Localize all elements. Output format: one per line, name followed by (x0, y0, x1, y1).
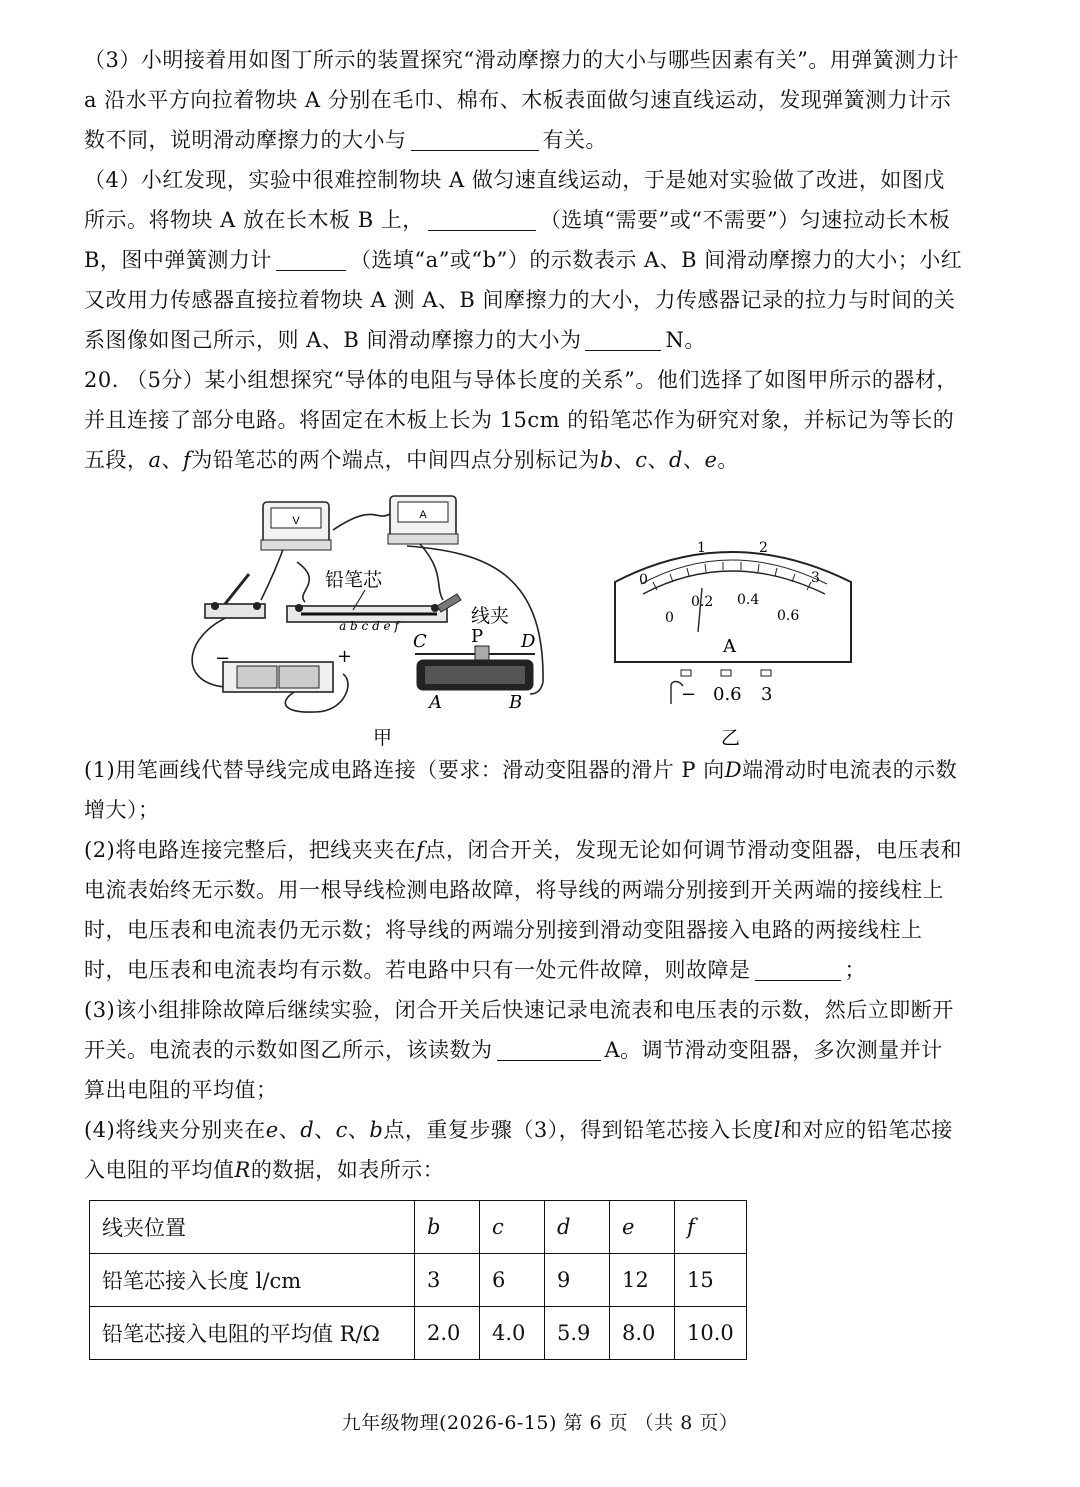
sub2-text3: ； (844, 958, 866, 982)
table-cell: c (480, 1201, 545, 1254)
page-footer: 九年级物理(2026-6-15) 第 6 页 （共 8 页） (341, 1412, 739, 1434)
rheostat-slider[interactable] (475, 646, 489, 660)
q20-intro (84, 360, 964, 480)
label-D: D (521, 631, 536, 652)
sub4-text2: 点，重复步骤（3），得到铅笔芯接入长度 (383, 1118, 774, 1142)
switch (205, 574, 265, 618)
caption-yi: 乙 (721, 727, 741, 749)
sep: 、 (314, 1118, 336, 1142)
answer-blank-current[interactable] (497, 1036, 601, 1061)
ammeter-dial (615, 540, 851, 705)
label-B: B (509, 692, 523, 713)
dial-bottom-3: 0.6 (777, 608, 800, 624)
dial-top-1: 1 (697, 540, 706, 556)
table-cell: 6 (480, 1254, 545, 1307)
lead-label: 铅笔芯 (325, 569, 383, 591)
table-cell: 10.0 (675, 1307, 747, 1360)
point-c: c (635, 448, 648, 472)
sep: 、 (161, 448, 184, 472)
var-l: l (773, 1118, 781, 1142)
sub2-text1: (2)将电路连接完整后，把线夹夹在 (84, 838, 417, 862)
wire-voltmeter-ammeter (333, 514, 390, 530)
sep: 、 (278, 1118, 301, 1142)
pencil-lead-board (287, 569, 509, 633)
circuit-figure (175, 482, 875, 750)
point-e-sub4: e (265, 1118, 279, 1142)
dial-bottom-2: 0.4 (737, 592, 760, 608)
dial-bottom-0: 0 (665, 610, 674, 626)
q20-sub4 (84, 1110, 964, 1190)
table-cell: 8.0 (610, 1307, 675, 1360)
terminal-3-post (761, 670, 771, 676)
q19-part3 (84, 40, 964, 160)
sub4-text4: 的数据，如表所示： (250, 1158, 445, 1182)
label-A: A (429, 692, 442, 713)
terminal-06: 0.6 (713, 684, 742, 705)
var-R: R (234, 1158, 251, 1182)
q19-part4-text3: （选填“a”或“b”）的示数表示 A、B 间滑动摩擦力的大小；小红又改用力传感器直接拉着物块 A 测 A、B 间摩擦力的大小，力传感器记录的拉力与时间的关系图像如图己所示，则 A、B 间滑动摩擦力的大小为 (84, 248, 963, 352)
caption-jia: 甲 (373, 727, 393, 749)
table-row (90, 1254, 747, 1307)
table-cell: 15 (675, 1254, 747, 1307)
sub2-text2: 点，闭合开关，发现无论如何调节滑动变阻器，电压表和电流表始终无示数。用一根导线检测电路故障，将导线的两端分别接到开关两端的接线柱上时，电压表和电流表仍无示数；将导线的两端分别接到滑动变阻器接入电路的两接线柱上时，电压表和电流表均有示数。若电路中只有一处元件故障，则故障是 (84, 838, 963, 982)
sep: 、 (613, 448, 636, 472)
label-C: C (413, 631, 427, 652)
dial-top-2: 2 (759, 540, 768, 556)
table-cell: d (545, 1201, 610, 1254)
terminal-minus: − (681, 684, 697, 705)
table-cell: 5.9 (545, 1307, 610, 1360)
dial-bottom-1: 0.2 (691, 594, 714, 610)
point-b: b (599, 448, 614, 472)
point-d: d (669, 448, 683, 472)
q19-part3-text: （3）小明接着用如图丁所示的装置探究“滑动摩擦力的大小与哪些因素有关”。用弹簧测力计 a 沿水平方向拉着物块 A 分别在毛巾、棉布、木板表面做匀速直线运动，发现弹簧测力计示数不同，说明滑动摩擦力的大小与 (84, 48, 959, 152)
q19-part4-text2: （选填“需要”或“不需要”）匀速拉动长木板 B，图中弹簧测力计 (84, 208, 951, 272)
point-e: e (704, 448, 718, 472)
wire-voltmeter-lead (297, 562, 309, 602)
wire-voltmeter-switch (261, 544, 285, 600)
sep: 、 (682, 448, 705, 472)
terminal-3: 3 (761, 684, 773, 705)
wire-ammeter-clip (420, 544, 443, 600)
dial-top-0: 0 (639, 572, 648, 588)
sub3-text2: A。调节滑动变阻器，多次测量并计算出电阻的平均值； (84, 1038, 943, 1102)
voltmeter (261, 502, 331, 550)
point-f-sub2: f (416, 838, 425, 862)
sep: 、 (647, 448, 670, 472)
table-cell: b (415, 1201, 480, 1254)
table-cell: f (675, 1201, 747, 1254)
sep: 、 (347, 1118, 370, 1142)
answer-blank-q19-4b[interactable] (276, 246, 346, 271)
q20-intro-text2: 为铅笔芯的两个端点，中间四点分别标记为 (191, 448, 600, 472)
ammeter (388, 496, 458, 544)
q20-sub1 (84, 750, 964, 830)
point-b-sub4: b (369, 1118, 384, 1142)
sub3-text1: (3)该小组排除故障后继续实验，闭合开关后快速记录电流表和电压表的示数，然后立即断开开关。电流表的示数如图乙所示，该读数为 (84, 998, 954, 1062)
voltmeter-letter: V (292, 515, 300, 527)
dial-top-3: 3 (811, 570, 820, 586)
answer-blank-q19-4c[interactable] (585, 326, 661, 351)
table-cell: 12 (610, 1254, 675, 1307)
answer-blank-q19-3[interactable] (411, 126, 539, 151)
row-label-length: 铅笔芯接入长度 l/cm (90, 1254, 415, 1307)
q19-part4-text4: N。 (665, 328, 706, 352)
point-c-sub4: c (335, 1118, 348, 1142)
row-label-resistance: 铅笔芯接入电阻的平均值 R/Ω (90, 1307, 415, 1360)
terminal-06-post (721, 670, 731, 676)
answer-blank-q19-4a[interactable] (428, 206, 536, 231)
rheostat (413, 626, 536, 713)
battery-plus: + (337, 646, 353, 667)
sub1-text2: 端滑动时电流表的示数增大）； (84, 758, 958, 822)
pencil-marks: a b c d e f (339, 619, 399, 633)
row-label-clip-position: 线夹位置 (90, 1201, 415, 1254)
dial-unit: A (723, 636, 736, 657)
table-cell: e (610, 1201, 675, 1254)
period: 。 (717, 448, 739, 472)
point-d-sub4: d (300, 1118, 315, 1142)
table-cell: 3 (415, 1254, 480, 1307)
point-D: D (724, 758, 743, 782)
ammeter-letter: A (419, 509, 427, 521)
data-table (89, 1200, 747, 1360)
q19-part3-tail: 有关。 (542, 128, 607, 152)
table-row (90, 1307, 747, 1360)
clip-label: 线夹 (471, 605, 510, 627)
sub4-text3: 和对应的铅笔芯接入电阻的平均值 (84, 1118, 953, 1182)
q20-intro-text: 20. （5分）某小组想探究“导体的电阻与导体长度的关系”。他们选择了如图甲所示的器材，并且连接了部分电路。将固定在木板上长为 15cm 的铅笔芯作为研究对象，并标记为等长的五段， (84, 368, 958, 472)
label-P: P (471, 626, 484, 647)
sub4-text1: (4)将线夹分别夹在 (84, 1118, 266, 1142)
battery-minus: − (215, 648, 231, 669)
q20-sub3 (84, 990, 964, 1110)
sub1-text1: (1)用笔画线代替导线完成电路连接（要求：滑动变阻器的滑片 P 向 (84, 758, 725, 782)
point-a: a (148, 448, 162, 472)
q20-sub2 (84, 830, 964, 990)
terminal-minus-post (681, 670, 691, 676)
answer-blank-fault[interactable] (755, 956, 841, 981)
point-f: f (183, 448, 192, 472)
table-cell: 2.0 (415, 1307, 480, 1360)
battery (215, 646, 352, 692)
q19-part4-text1: （4）小红发现，实验中很难控制物块 A 做匀速直线运动，于是她对实验做了改进，如图戊所示。将物块 A 放在长木板 B 上， (84, 168, 945, 232)
table-cell: 9 (545, 1254, 610, 1307)
table-cell: 4.0 (480, 1307, 545, 1360)
table-row (90, 1201, 747, 1254)
q19-part4 (84, 160, 964, 360)
